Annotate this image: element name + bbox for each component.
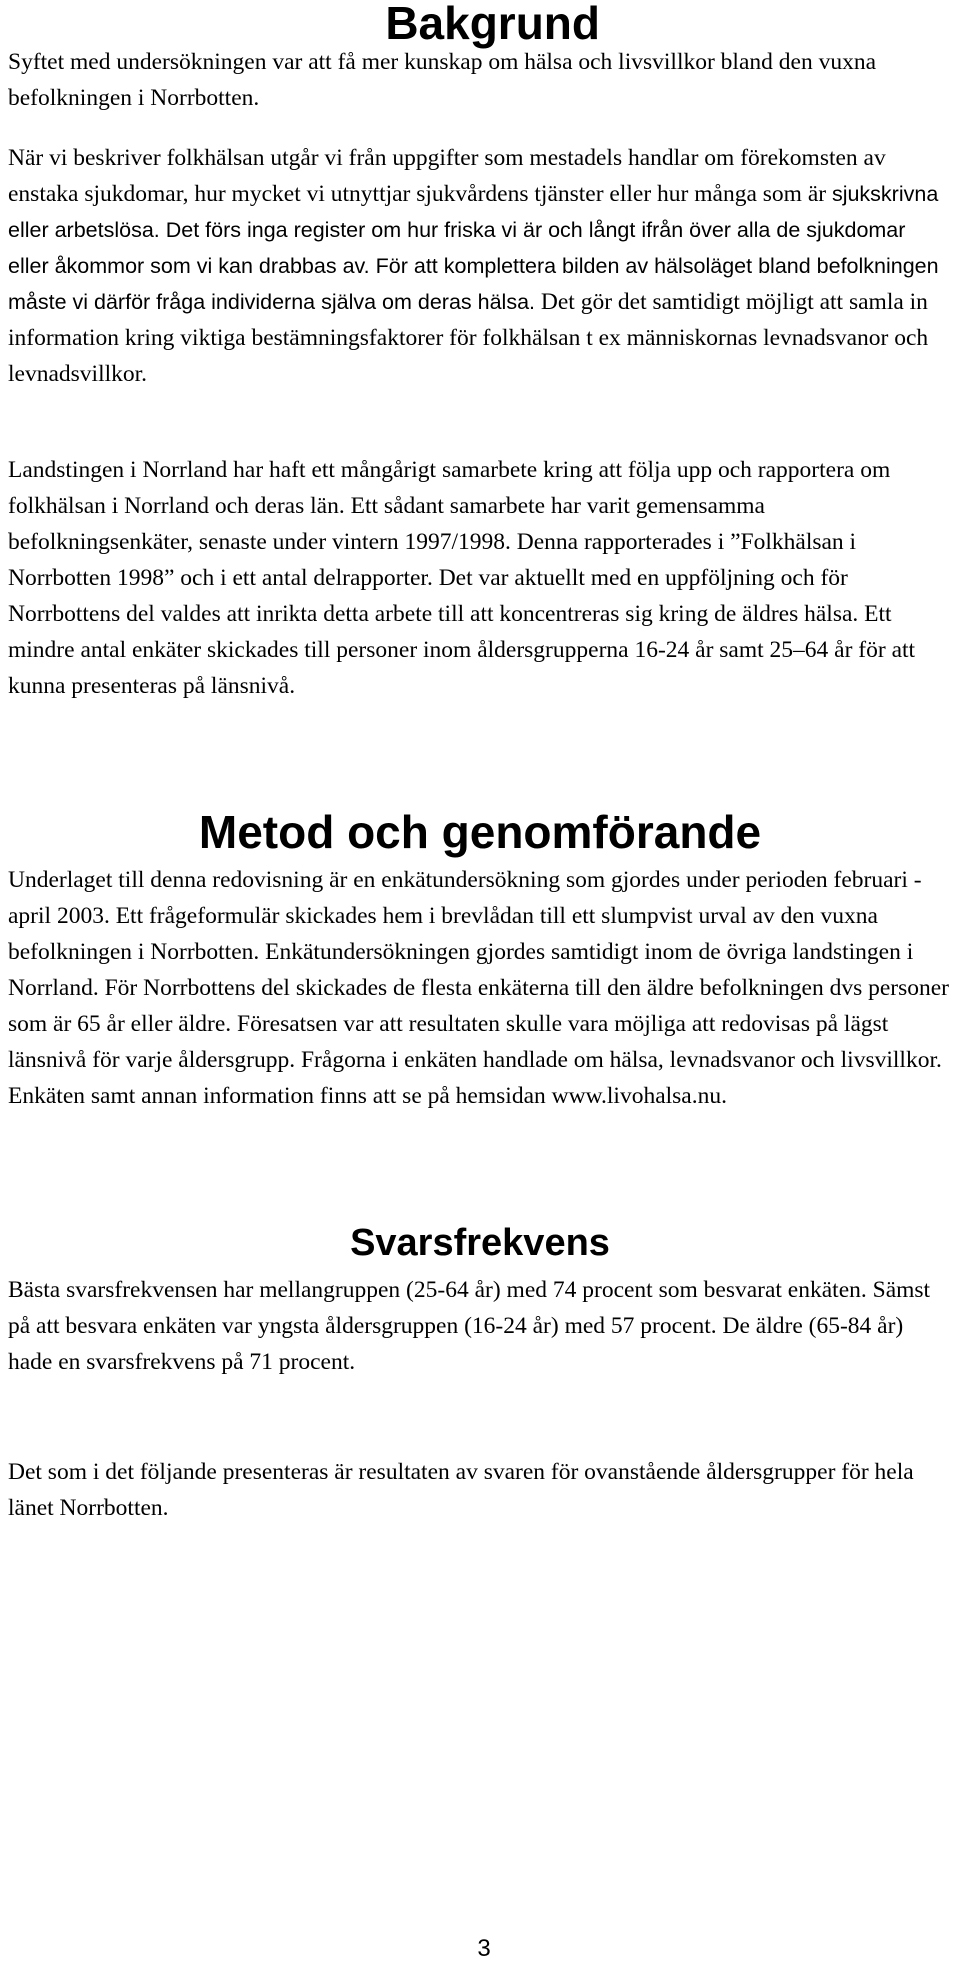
heading-svarsfrekvens: Svarsfrekvens [350, 1222, 610, 1264]
paragraph-svarsfrekvens [8, 1272, 952, 1380]
heading-metod: Metod och genomförande [198, 806, 762, 858]
bakgrund-p2-part-c: För att komplettera bilden av hälsoläget bland befolkningen måste vi därför fråga individerna själva om deras hälsa. [8, 254, 939, 314]
page-number: 3 [477, 1935, 491, 1962]
bakgrund-p2-part-b: sjukskrivna eller arbetslösa. Det förs inga register om hur friska vi är och långt ifrån över alla de sjukdomar eller åkommor som vi kan drabbas av. [8, 182, 939, 278]
bakgrund-paragraph-2 [8, 140, 952, 392]
bakgrund-p2-part-d: Det gör det samtidigt möjligt att samla in information kring viktiga bestämningsfaktorer för folkhälsan t ex människornas levnadsvanor och levnadsvillkor. [8, 289, 929, 387]
paragraph-folkhalsa [8, 140, 952, 392]
bakgrund-paragraph-3: Landstingen i Norrland har haft ett mångårigt samarbete kring att följa upp och rapportera om folkhälsan i Norrland och deras län. Ett sådant samarbete har varit gemensamma befolkningsenkäter, senaste under vintern 1997/1998. Denna rapporterades i ”Folkhälsan i Norrbotten 1998” och i ett antal delrapporter. Det var aktuellt med en uppföljning och för Norrbottens del valdes att inrikta detta arbete till att koncentreras sig kring de äldres hälsa. Ett mindre antal enkäter skickades till personer inom åldersgrupperna 16-24 år samt 25–64 år för att kunna presenteras på länsnivå. [8, 457, 916, 699]
bakgrund-paragraph-1: Syftet med undersökningen var att få mer kunskap om hälsa och livsvillkor bland den vuxna befolkningen i Norrbotten. [8, 49, 876, 111]
bakgrund-p2-part-a: När vi beskriver folkhälsan utgår vi från uppgifter som mestadels handlar om förekomsten av enstaka sjukdomar, hur mycket vi utnyttjar sjukvårdens tjänster eller hur många som är [8, 145, 886, 207]
heading-bakgrund: Bakgrund [385, 0, 600, 49]
paragraph-metod [8, 862, 952, 1114]
paragraph-resultat [8, 1454, 952, 1526]
metod-paragraph-1: Underlaget till denna redovisning är en enkätundersökning som gjordes under perioden februari - april 2003. Ett frågeformulär skickades hem i brevlådan till ett slumpvist urval av den vuxna befolkningen i Norrbotten. Enkätundersökningen gjordes samtidigt inom de övriga landstingen i Norrland. För Norrbottens del skickades de flesta enkäterna till den äldre befolkningen dvs personer som är 65 år eller äldre. Föresatsen var att resultaten skulle vara möjliga att redovisas på lägst länsnivå för varje åldersgrupp. Frågorna i enkäten handlade om hälsa, levnadsvanor och livsvillkor. Enkäten samt annan information finns att se på hemsidan www.livohalsa.nu. [8, 867, 950, 1109]
paragraph-syfte [8, 44, 952, 116]
svarsfrekvens-paragraph-2: Det som i det följande presenteras är resultaten av svaren för ovanstående åldersgrupper för hela länet Norrbotten. [8, 1459, 914, 1521]
paragraph-landstingen [8, 452, 952, 704]
svarsfrekvens-paragraph-1: Bästa svarsfrekvensen har mellangruppen (25-64 år) med 74 procent som besvarat enkäten. Sämst på att besvara enkäten var yngsta åldersgruppen (16-24 år) med 57 procent. De äldre (65-84 år) hade en svarsfrekvens på 71 procent. [8, 1277, 931, 1375]
